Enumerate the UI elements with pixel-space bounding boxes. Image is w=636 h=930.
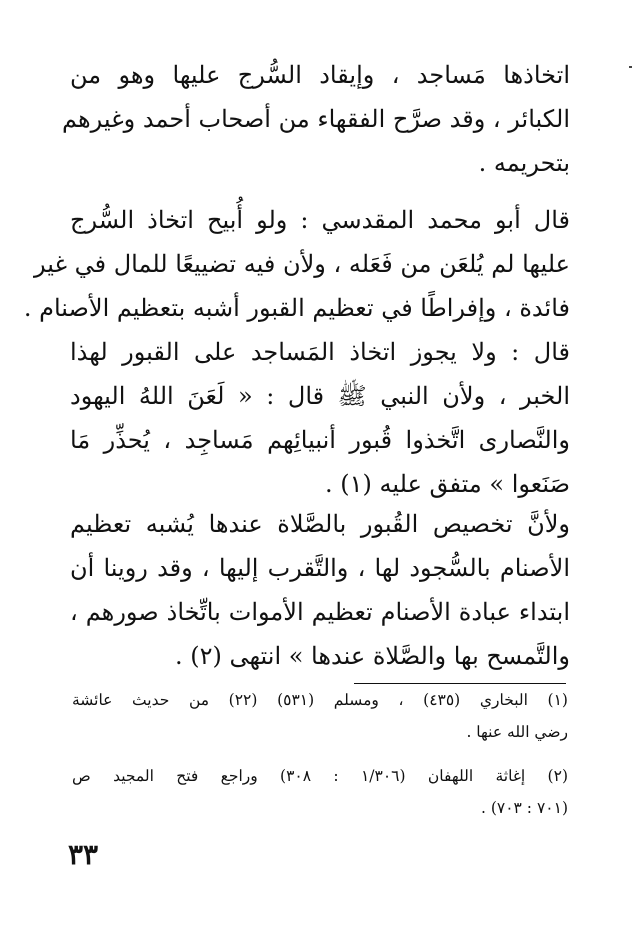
text-line: قال : ولا يجوز اتخاذ المَساجد على القبور لهذا xyxy=(70,338,570,366)
footnote-2 xyxy=(72,760,568,824)
text-line: ابتداء عبادة الأصنام تعظيم الأموات باتِّخاذ صورهم ، xyxy=(70,598,570,626)
text-line: قال أبو محمد المقدسي : ولو أُبيح اتخاذ السُّرج xyxy=(70,206,570,234)
edge-mark xyxy=(629,66,632,68)
paragraph-1 xyxy=(62,53,570,185)
footnote-line: (١) البخاري (٤٣٥) ، ومسلم (٥٣١) (٢٢) من حديث عائشة xyxy=(72,691,568,709)
paragraph-3 xyxy=(70,502,570,678)
text-line: الكبائر ، وقد صرَّح الفقهاء من أصحاب أحمد وغيرهم xyxy=(62,105,570,133)
text-line: صَنَعوا » متفق عليه (١) . xyxy=(325,470,570,498)
text-line: فائدة ، وإفراطًا في تعظيم القبور أشبه بتعظيم الأصنام . xyxy=(23,294,570,322)
text-line: الخبر ، ولأن النبي ﷺ قال : « لَعَنَ اللهُ اليهود xyxy=(70,382,570,410)
text-line: الأصنام بالسُّجود لها ، والتَّقرب إليها ، وقد روينا أن xyxy=(70,554,570,582)
footnote-line: (٢) إغاثة اللهفان (١/٣٠٦ : ٣٠٨) وراجع فتح المجيد ص xyxy=(72,767,568,785)
text-line: والنَّصارى اتَّخذوا قُبور أنبيائِهم مَساجِد ، يُحذِّر مَا xyxy=(70,426,570,454)
footnote-line: رضي الله عنها . xyxy=(466,723,568,741)
text-line: بتحريمه . xyxy=(478,149,570,177)
paragraph-2 xyxy=(23,198,570,506)
footnote-1 xyxy=(72,684,568,748)
text-line: والتَّمسح بها والصَّلاة عندها » انتهى (٢) . xyxy=(174,642,570,670)
footnote-line: (٧٠١ : ٧٠٣) . xyxy=(480,799,568,817)
text-line: عليها لم يُلعَن من فَعَله ، ولأن فيه تضييعًا للمال في غير xyxy=(33,250,570,278)
text-line: اتخاذها مَساجد ، وإيقاد السُّرج عليها وهو من xyxy=(70,61,570,89)
text-line: ولأنَّ تخصيص القُبور بالصَّلاة عندها يُشبه تعظيم xyxy=(70,510,570,538)
page-number: ٣٣ xyxy=(68,838,99,871)
